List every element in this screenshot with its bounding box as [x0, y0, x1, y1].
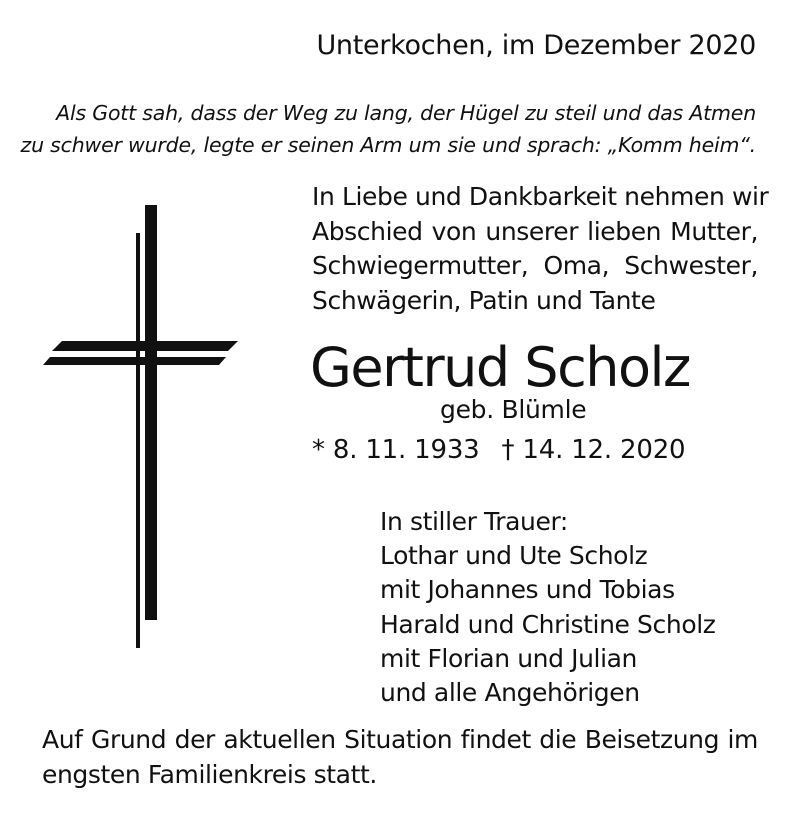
funeral-note [42, 723, 758, 792]
deceased-name: Gertrud Scholz [310, 336, 690, 399]
mourner-line: mit Florian und Julian [380, 643, 637, 673]
intro-line: In Liebe und Dankbarkeit nehmen wir [312, 182, 769, 211]
mourners-heading: In stiller Trauer: [380, 507, 568, 536]
mourners-list [380, 505, 715, 710]
intro-line: Schwägerin, Patin und Tante [312, 285, 656, 315]
place-date: Unterkochen, im Dezember 2020 [316, 30, 756, 61]
mourner-line: Harald und Christine Scholz [380, 609, 716, 639]
born-name: geb. Blümle [440, 395, 587, 424]
mourner-line: mit Johannes und Tobias [380, 575, 675, 605]
intro-text [312, 180, 769, 318]
death-date: † 14. 12. 2020 [501, 435, 686, 465]
quote-line: zu schwer wurde, legte er seinen Arm um sie und sprach: „Komm heim“. [20, 133, 756, 157]
intro-line: Abschied von unserer lieben Mutter, [312, 216, 758, 246]
funeral-note-line: engsten Familienkreis statt. [42, 759, 377, 789]
mourner-line: und alle Angehörigen [380, 678, 640, 708]
mourner-line: Lothar und Ute Scholz [380, 541, 648, 571]
birth-date: * 8. 11. 1933 [312, 435, 480, 465]
life-dates [312, 435, 685, 465]
funeral-note-line: Auf Grund der aktuellen Situation findet die Beisetzung im [42, 725, 758, 754]
intro-line: Schwiegermutter, Oma, Schwester, [312, 251, 758, 280]
quote-line: Als Gott sah, dass der Weg zu lang, der Hügel zu steil und das Atmen [56, 101, 756, 125]
cross-icon [0, 0, 260, 660]
